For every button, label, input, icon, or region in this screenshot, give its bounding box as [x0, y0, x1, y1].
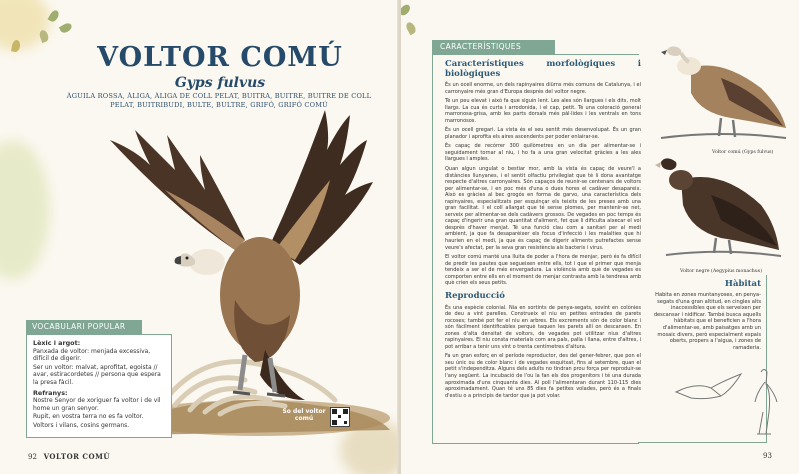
habitat-heading-wrap: [649, 280, 761, 290]
reproduction-column: [445, 292, 641, 402]
refrany-line: Voltors i vilans, cosins germans.: [33, 421, 130, 429]
refranys-title: Refranys:: [33, 388, 68, 397]
qr-code[interactable]: [330, 407, 350, 427]
right-page: [401, 0, 799, 474]
leaf-decoration: [401, 3, 412, 17]
page-number: 92: [28, 453, 37, 461]
refrany-line: Rupit, en vostra terra no es fa voltor.: [33, 413, 144, 421]
lexic-title: Lèxic i argot:: [33, 339, 81, 347]
vocab-heading: VOCABULARI POPULAR: [26, 320, 142, 334]
paragraph: Té un peu elevat i això fa que siguin lent. Les ales són llargues i els dits, molt llargs. La cua és curta i arrodonida, i el cap, petit. Té una coloració general marronosa-grisa, amb les parts dorsals més pàl·lides i les ventrals en tons marronosos.: [445, 98, 641, 124]
latin-name: Gyps fulvus: [174, 75, 266, 91]
section-heading: Reproducció: [445, 291, 505, 301]
watercolor-wash: [0, 140, 50, 280]
leaf-decoration: [59, 22, 73, 35]
paragraph: El voltor comú manté una lluita de poder a l'hora de menjar, però és fa difícil de predir les pautes que segueixen entre ells, tot i que el primer que menja tendeix a ser el de més envergadura. La violència amb què de vegades es comporten entre ells en el moment de menjar contrasta amb la tendresa amb què crien els seus petits.: [445, 254, 641, 287]
lexic-line: Ser un voltor: malvat, aprofitat, egoista // avar, estiracordetes // persona que espera la presa fàcil.: [33, 363, 161, 386]
paragraph: Fa un gran esforç en el període reproductor, des del gener-febrer, que pon el seu únic ou de color blanc i de vegades esquitxat, fins al setembre, quan el petit s'independitza. Alguns dels adults no tindran prou força per reproduir-se l'any següent. La incubació de l'ou la fan els dos progenitors i té una durada aproximada d'uns cinquanta dies. Al poll l'alimentaran durant 110-115 dies aproximadament. Quan té uns 85 dies fa petites volades, però és a finals d'estiu o a principis de tardor que ja pot volar.: [445, 353, 641, 399]
page-title: VOLTOR COMÚ: [97, 42, 343, 73]
black-vulture-illustration: [651, 150, 791, 265]
paragraph: És un ocell enorme, un dels rapinyaires diürns més comuns de Catalunya, i el carronyaire més gran d'Europa després del voltor negre.: [445, 82, 641, 95]
leaf-decoration: [11, 39, 21, 52]
folio-right: 93: [763, 452, 772, 460]
folio-left: [28, 452, 110, 461]
landscape-sketch: [671, 352, 786, 440]
lexic-line: Panxada de voltor: menjada excessiva, difícil de digerir.: [33, 347, 151, 363]
caption-griffon: Voltor comú (Gyps fulvus): [712, 150, 774, 155]
paragraph: Quan algun ungulat o bestiar mor, amb la vista és capaç de veure'l a distàncies llunyanes, i el sentit olfactiu privilegiat que té li dona avantatge respecte d'altres carronyaires. Són capaços de reunir-se centenars de voltors per alimentar-se, i en poc més d'una o dues hores el cadàver desapareix. Això es gràcies al bec grogós en forma de garvo, una característica dels rapinyaires, especialitzats per esquinçar els teixits de les preses amb una gran facilitat. I el coll allargat que té sense plomes, per mantenir-se net, serveix per alimentar-se dels cadàvers grossos. De vegades en poc temps és capaç d'ingerir una gran quantitat d'aliment, fet que li dificulta aixecar el vol després d'haver menjat. Té una funció clau com a sanitari per al medi ambient, ja que fa desaparèixer els focus d'infecció i les malalties que hi haurien en el medi, ja que és capaç de digerir aliments putrefactes sense veure's afectat, per la seva gran resistència als bacteris i virus.: [445, 166, 641, 251]
griffon-vulture-side-illustration: [651, 38, 791, 148]
common-names: ÀGUILA ROSSA, ÀLIGA, ÀLIGA DE COLL PELAT, BUITRA, BUITRE, BUITRE DE COLL PELAT, BUITRIBUDI, BULTE, BULTRE, GRIFÓ, GRIFÓ COMÚ: [66, 92, 372, 109]
section-heading: Característiques morfològiques i biològiques: [445, 59, 641, 79]
section-tab: CARACTERÍSTIQUES: [432, 40, 555, 54]
leaf-decoration: [405, 21, 418, 35]
qr-label: So del voltor comú: [282, 408, 326, 422]
refrany-line: Nostre Senyor de xoriguer fa voltor i de vil home un gran senyor.: [33, 397, 161, 412]
running-title: VOLTOR COMÚ: [43, 452, 110, 461]
paragraph: És capaç de recórrer 300 quilòmetres en un dia per alimentar-se i seguidament tornar al niu, i ho fa a una gran velocitat gràcies a les ales llargues i amples.: [445, 143, 641, 163]
paragraph: És un ocell gregari. La vista és el seu sentit més desenvolupat. És un gran planador i aprofita els aires ascendents per poder enlairar-se.: [445, 127, 641, 140]
section-heading: Hàbitat: [724, 279, 761, 289]
vocab-box: [26, 334, 172, 438]
left-page: [0, 0, 398, 474]
habitat-text: Habita en zones muntanyoses, en penya-segats d'una gran altitud, en cingles alts inaccessibles que els serveixen per descansar i nidificar. També busca aquells hàbitats que el beneficien a l'hora d'alimentar-se, amb paisatges amb un mosaic divers, però especialment espais oberts, propers a l'aigua, i zones de ramaderia.: [653, 292, 761, 351]
paragraph: És una espècie colonial. Nia en sortints de penya-segats, sovint en colònies de deu a vint parelles. Construeix el niu en petites entrades de parets rocoses; també pot fer el niu en arbres. Els excrements són de color blanc i són fàcilment identificables perquè taquen les parets allí on descansen. En zones d'alta densitat de voltors, de vegades pot utilitzar nius d'altres rapinyaires. El niu consta materials com ara pals, palla i llana, entre d'altres, i pot arribar a tenir uns vint o trenta centímetres d'altura.: [445, 304, 641, 350]
characteristics-column: [445, 60, 641, 290]
caption-black-vulture: Voltor negre (Aegypius monachus): [680, 269, 763, 274]
